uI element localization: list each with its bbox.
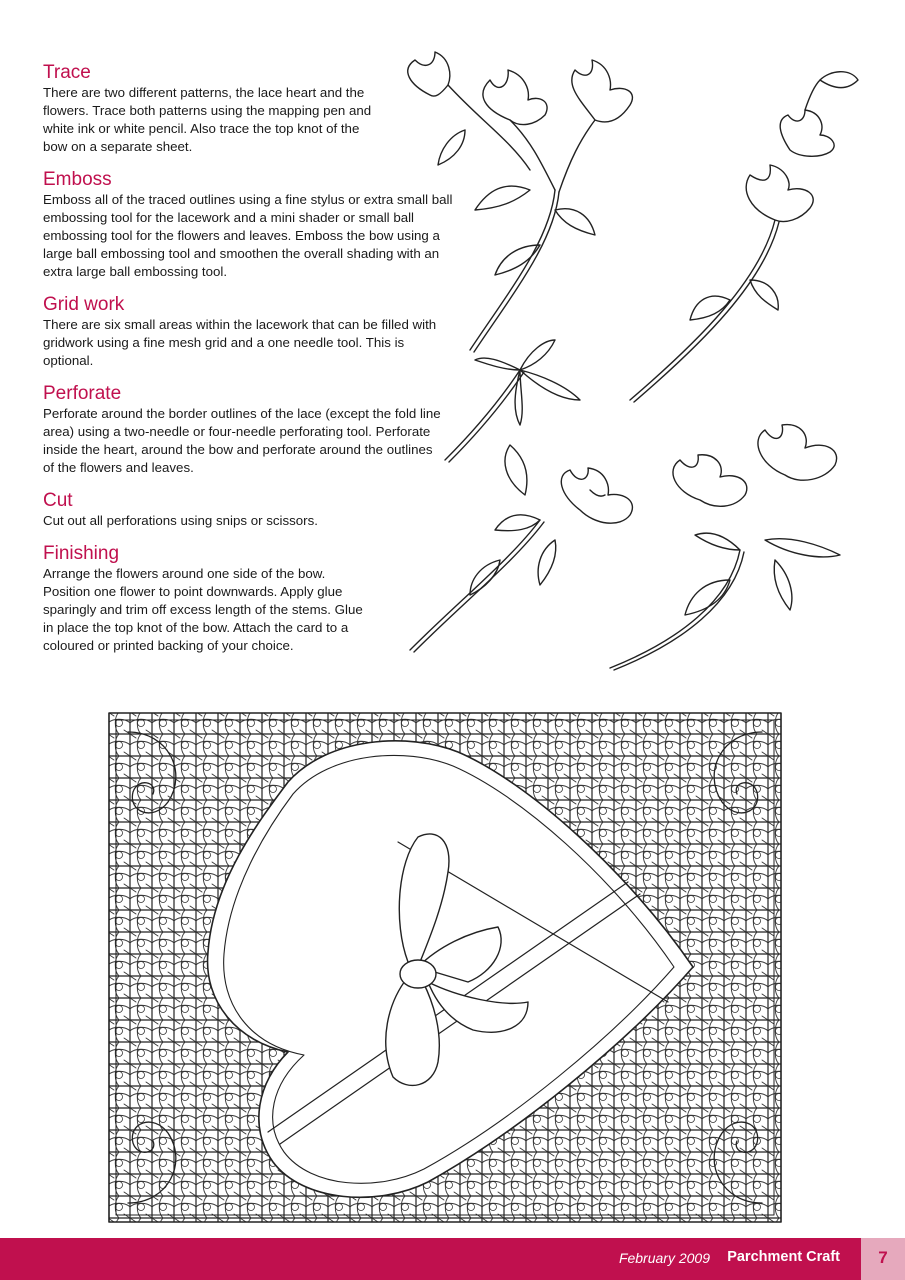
section-body: Arrange the flowers around one side of the bow. Position one flower to point downwards. Apply glue sparingly and trim off excess length of the stems. Glue in place the top knot of the bow. Attach the card to a coloured or printed backing of your choice. [43, 566, 363, 653]
section-body: Cut out all perforations using snips or scissors. [43, 513, 318, 528]
issue-date: February 2009 [618, 1250, 710, 1266]
section-heading: Emboss [43, 169, 112, 190]
section-trace [43, 62, 373, 156]
page-number: 7 [861, 1238, 905, 1280]
section-heading: Trace [43, 62, 91, 83]
page-footer [0, 1238, 905, 1280]
lace-heart-pattern-illustration [108, 712, 782, 1223]
section-body: Perforate around the border outlines of the lace (except the fold line area) using a two-needle or four-needle perforating tool. Perforate inside the heart, around the bow and perforate around the outlines of the flowers and leaves. [43, 406, 441, 475]
section-finishing [43, 543, 373, 655]
flower-middle-small [445, 340, 580, 462]
flower-cluster-top-left [408, 52, 633, 352]
magazine-title: Parchment Craft [727, 1249, 840, 1265]
section-body: There are two different patterns, the lace heart and the flowers. Trace both patterns using the mapping pen and white ink or white pencil. Also trace the top knot of the bow on a separate sheet. [43, 85, 372, 154]
section-heading: Grid work [43, 294, 125, 315]
section-body: Emboss all of the traced outlines using a fine stylus or extra small ball embossing tool for the lacework and a mini shader or small ball embossing tool for the flowers and leaves. Emboss the bow using a large ball embossing tool and smoothen the overall shading with an extra large ball embossing tool. [43, 192, 453, 279]
section-heading: Finishing [43, 543, 120, 564]
flower-pattern-illustration [380, 40, 880, 680]
flower-cluster-bottom-right [610, 425, 840, 670]
section-heading: Perforate [43, 383, 122, 404]
flower-cluster-bottom-left [410, 445, 632, 652]
section-body: There are six small areas within the lacework that can be filled with gridwork using a fine mesh grid and a one needle tool. This is optional. [43, 317, 437, 368]
flower-cluster-top-right [630, 72, 858, 402]
section-heading: Cut [43, 490, 73, 511]
